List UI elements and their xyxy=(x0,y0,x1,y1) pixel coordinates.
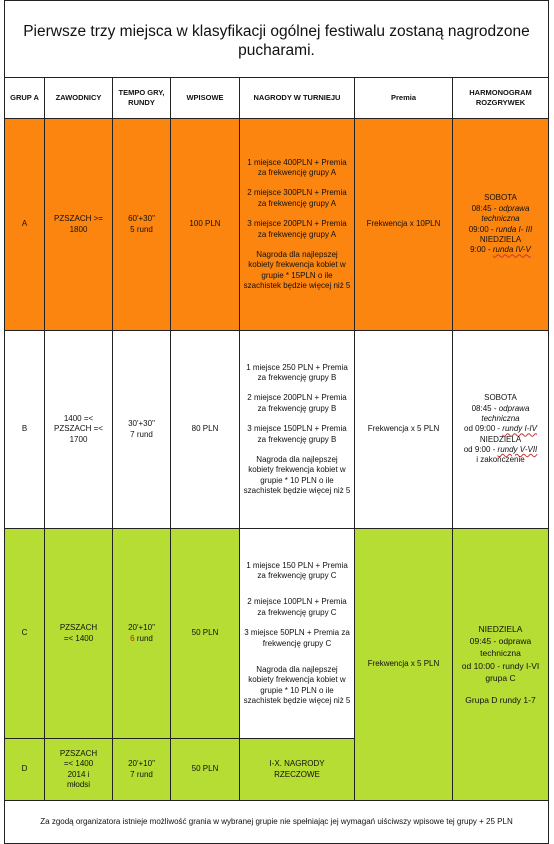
group-c-prize-1: 1 miejsce 150 PLN + Premia za frekwencję grupy C xyxy=(246,560,348,580)
header-row xyxy=(5,78,549,119)
group-a-schedule xyxy=(453,119,549,331)
group-a-players xyxy=(45,119,113,331)
group-c-players-line2: =< 1400 xyxy=(63,633,94,643)
group-d-players-line4: młodsi xyxy=(66,779,91,789)
group-b-schedule-line4: i zakończenie xyxy=(476,455,525,465)
group-c-prizes xyxy=(240,529,355,739)
group-b-prize-3: 3 miejsce 150PLN + Premia za frekwencję grupy B xyxy=(247,424,347,444)
group-d-players xyxy=(45,739,113,801)
group-a-label: A xyxy=(5,119,45,331)
tournament-table xyxy=(4,0,549,844)
group-b-bonus: Frekwencja x 5 PLN xyxy=(355,331,453,529)
group-c-tempo xyxy=(113,529,171,739)
group-cd-schedule xyxy=(453,529,549,801)
group-b-players-line1: 1400 =< xyxy=(63,413,94,423)
group-b-schedule-line2: od 09:00 - rundy I-IV xyxy=(464,424,537,434)
group-a-tempo xyxy=(113,119,171,331)
group-a-players-line2: 1800 xyxy=(69,224,88,234)
group-a-schedule-day1: SOBOTA xyxy=(484,193,517,203)
group-b-prize-women: Nagroda dla najlepszej kobiety frekwencja kobiet w grupie * 10 PLN o ile szachistek będzie więcej niż 5 xyxy=(243,454,351,496)
group-a-players-line1: PZSZACH >= xyxy=(54,214,103,224)
group-d-prizes: I-X. NAGRODY RZECZOWE xyxy=(240,739,355,801)
group-c-players xyxy=(45,529,113,739)
header-tempo: TEMPO GRY, RUNDY xyxy=(113,78,171,119)
group-b-schedule xyxy=(453,331,549,529)
group-c-prize-women: Nagroda dla najlepszej kobiety frekwencja kobiet w grupie * 10 PLN o ile szachistek będzie więcej niż 5 xyxy=(243,664,351,706)
group-b-prize-2: 2 miejsce 200PLN + Premia za frekwencję grupy B xyxy=(247,393,347,413)
group-d-tempo xyxy=(113,739,171,801)
group-b-schedule-line3: od 9:00 - rundy V-VII xyxy=(463,445,538,455)
group-b-schedule-day1: SOBOTA xyxy=(484,393,517,403)
header-prizes: NAGRODY W TURNIEJU xyxy=(240,78,355,119)
group-a-schedule-day2: NIEDZIELA xyxy=(479,234,522,244)
tournament-table-wrapper xyxy=(4,0,548,844)
group-cd-schedule-line3: Grupa D rundy 1-7 xyxy=(465,695,536,706)
group-d-players-line2: =< 1400 xyxy=(63,759,94,769)
footer-note: Za zgodą organizatora istnieje możliwość grania w wybranej grupie nie spełniając jej wymagań uiściwszy wpisowe tej grupy + 25 PLN xyxy=(5,801,549,844)
group-b-fee: 80 PLN xyxy=(171,331,240,529)
group-b-schedule-line1: 08:45 - odprawa techniczna xyxy=(471,403,530,423)
header-players: ZAWODNICY xyxy=(45,78,113,119)
group-b-players xyxy=(45,331,113,529)
group-b-tempo-rounds: 7 rund xyxy=(130,429,153,439)
group-c-tempo-time: 20'+10" xyxy=(128,623,155,633)
group-d-fee: 50 PLN xyxy=(171,739,240,801)
group-a-schedule-line2: 09:00 - runda I- III xyxy=(468,224,533,234)
group-d-tempo-time: 20'+10" xyxy=(128,759,155,769)
group-b-prize-1: 1 miejsce 250 PLN + Premia za frekwencję grupy B xyxy=(246,362,348,382)
group-c-players-line1: PZSZACH xyxy=(59,623,98,633)
group-c-prize-2: 2 miejsce 100PLN + Premia za frekwencję grupy C xyxy=(247,597,347,617)
group-b-schedule-day2: NIEDZIELA xyxy=(479,434,522,444)
table-row-group-b xyxy=(5,331,549,529)
group-cd-schedule-day: NIEDZIELA xyxy=(478,623,523,634)
group-cd-bonus: Frekwencja x 5 PLN xyxy=(355,529,453,801)
group-a-prize-1: 1 miejsce 400PLN + Premia za frekwencję grupy A xyxy=(247,157,347,177)
page-title: Pierwsze trzy miejsca w klasyfikacji ogólnej festiwalu zostaną nagrodzone pucharami. xyxy=(5,1,549,78)
group-a-prizes xyxy=(240,119,355,331)
group-b-tempo-time: 30'+30" xyxy=(128,419,155,429)
table-row-group-a xyxy=(5,119,549,331)
group-d-label: D xyxy=(5,739,45,801)
group-b-players-line2: PZSZACH =< xyxy=(54,424,103,434)
group-a-bonus: Frekwencja x 10PLN xyxy=(355,119,453,331)
group-a-fee: 100 PLN xyxy=(171,119,240,331)
group-a-tempo-time: 60'+30" xyxy=(128,214,155,224)
group-a-prize-2: 2 miejsce 300PLN + Premia za frekwencję grupy A xyxy=(247,188,347,208)
group-b-tempo xyxy=(113,331,171,529)
header-schedule: HARMONOGRAM ROZGRYWEK xyxy=(453,78,549,119)
group-c-prize-3: 3 miejsce 50PLN + Premia za frekwencję grupy C xyxy=(244,628,350,648)
group-b-label: B xyxy=(5,331,45,529)
group-a-prize-3: 3 miejsce 200PLN + Premia za frekwencję grupy A xyxy=(247,219,347,239)
group-c-label: C xyxy=(5,529,45,739)
group-a-schedule-line3: 9:00 - runda IV-V xyxy=(470,245,531,255)
group-a-schedule-line1: 08:45 - odprawa techniczna xyxy=(471,203,530,224)
group-c-tempo-rounds: 6 rund xyxy=(130,633,153,643)
header-group: GRUP A xyxy=(5,78,45,119)
group-d-players-line3: 2014 i xyxy=(67,769,90,779)
header-fee: WPISOWE xyxy=(171,78,240,119)
group-cd-schedule-line2: od 10:00 - rundy I-VI grupa C xyxy=(461,660,540,683)
group-d-players-line1: PZSZACH xyxy=(59,748,98,758)
group-b-prizes xyxy=(240,331,355,529)
group-c-fee: 50 PLN xyxy=(171,529,240,739)
group-a-prize-women: Nagroda dla najlepszej kobiety frekwencja kobiet w grupie * 15PLN o ile szachistek będzie więcej niż 5 xyxy=(243,249,351,291)
group-d-tempo-rounds: 7 rund xyxy=(130,769,153,779)
table-row-group-c xyxy=(5,529,549,739)
group-a-tempo-rounds: 5 rund xyxy=(130,224,153,234)
header-bonus: Premia xyxy=(355,78,453,119)
group-cd-schedule-line1: 09:45 - odprawa techniczna xyxy=(469,635,532,659)
group-b-players-line3: 1700 xyxy=(69,434,88,444)
